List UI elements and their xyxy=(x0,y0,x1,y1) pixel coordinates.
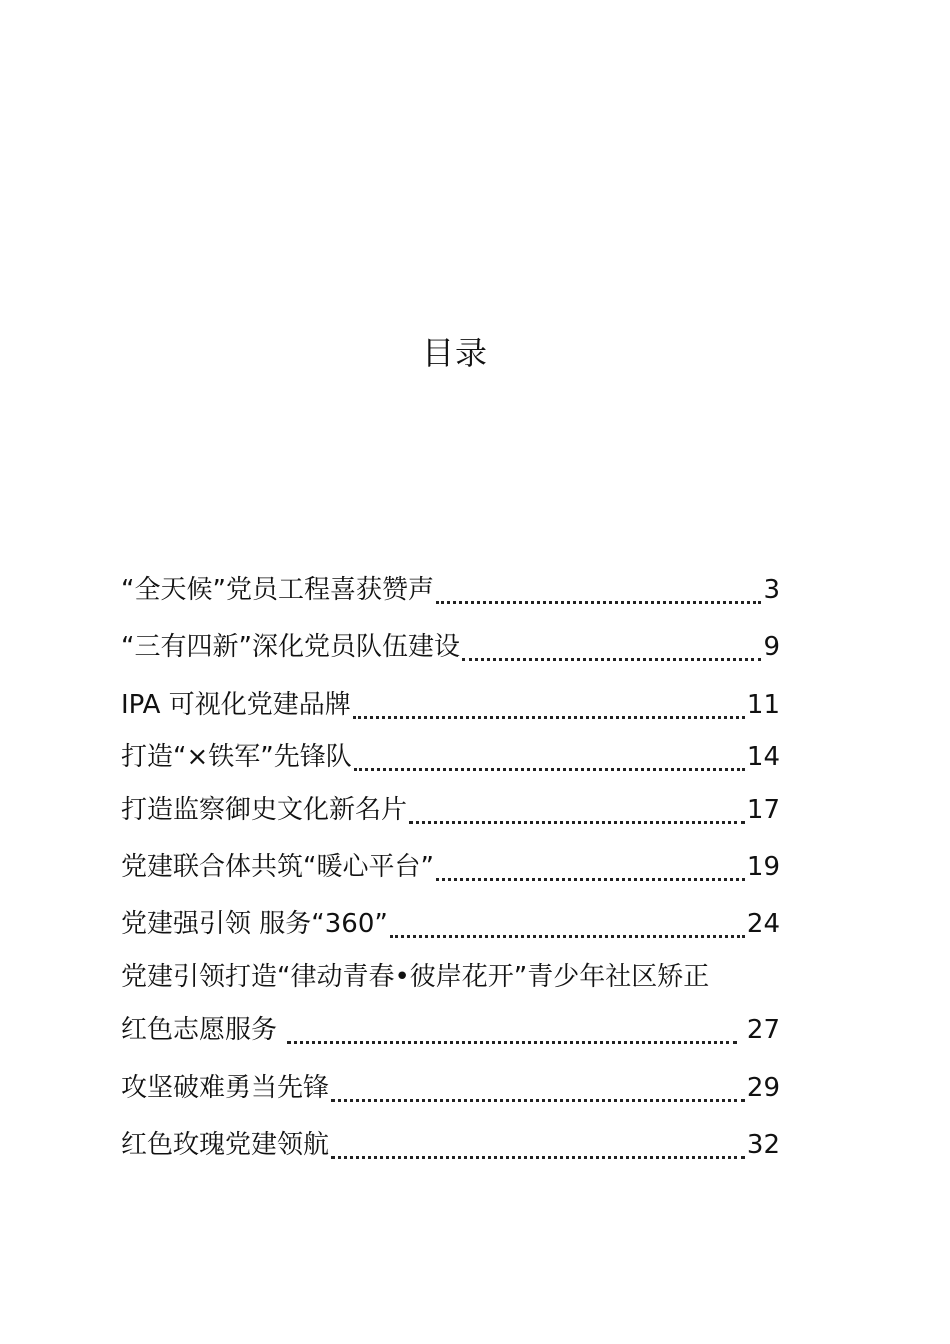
dot-leader xyxy=(436,571,762,604)
dot-leader xyxy=(331,1069,745,1102)
toc-entry-page: 27 xyxy=(746,1015,780,1045)
toc-entry[interactable] xyxy=(121,1010,780,1050)
toc-entry-label: 打造“×铁军”先锋队 xyxy=(121,742,352,772)
toc-entry-page: 14 xyxy=(746,742,780,772)
toc-entry-page: 3 xyxy=(763,575,780,605)
toc-entry[interactable] xyxy=(121,847,780,887)
dot-leader xyxy=(462,628,762,661)
toc-entry-label: IPA 可视化党建品牌 xyxy=(121,690,351,720)
toc-entry-label: 红色玫瑰党建领航 xyxy=(121,1130,330,1160)
dot-leader xyxy=(390,905,745,938)
toc-entry-page: 19 xyxy=(746,852,780,882)
toc-entry-page: 9 xyxy=(763,632,780,662)
dot-leader xyxy=(409,791,745,824)
page-title: 目录 xyxy=(421,334,488,372)
dot-leader xyxy=(353,686,745,719)
toc-entry[interactable] xyxy=(121,1125,780,1165)
toc-entry-page: 29 xyxy=(746,1073,780,1103)
toc-entry[interactable] xyxy=(121,570,780,610)
toc-entry[interactable] xyxy=(121,627,780,667)
toc-entry-page: 17 xyxy=(746,795,780,825)
toc-entry-label: 攻坚破难勇当先锋 xyxy=(121,1073,330,1103)
toc-entry[interactable] xyxy=(121,685,780,725)
toc-entry-label-line1[interactable]: 党建引领打造“律动青春•彼岸花开”青少年社区矫正 xyxy=(121,962,710,992)
toc-entry[interactable] xyxy=(121,1068,780,1108)
dot-leader xyxy=(287,1011,737,1044)
dot-leader xyxy=(354,738,745,771)
toc-entry-label: “全天候”党员工程喜获赞声 xyxy=(121,575,434,605)
toc-entry-label: 打造监察御史文化新名片 xyxy=(121,795,408,825)
toc-entry[interactable] xyxy=(121,790,780,830)
toc-entry-page: 11 xyxy=(746,690,780,720)
toc-entry-label: 党建强引领 服务“360” xyxy=(121,909,388,939)
dot-leader xyxy=(331,1126,745,1159)
toc-entry[interactable] xyxy=(121,737,780,777)
toc-entry-page: 32 xyxy=(746,1130,780,1160)
toc-entry-label: “三有四新”深化党员队伍建设 xyxy=(121,632,460,662)
toc-entry-label-line2: 红色志愿服务 xyxy=(121,1015,278,1045)
toc-entry[interactable] xyxy=(121,904,780,944)
dot-leader xyxy=(436,848,745,881)
toc-entry-page: 24 xyxy=(746,909,780,939)
toc-entry-label: 党建联合体共筑“暖心平台” xyxy=(121,852,434,882)
